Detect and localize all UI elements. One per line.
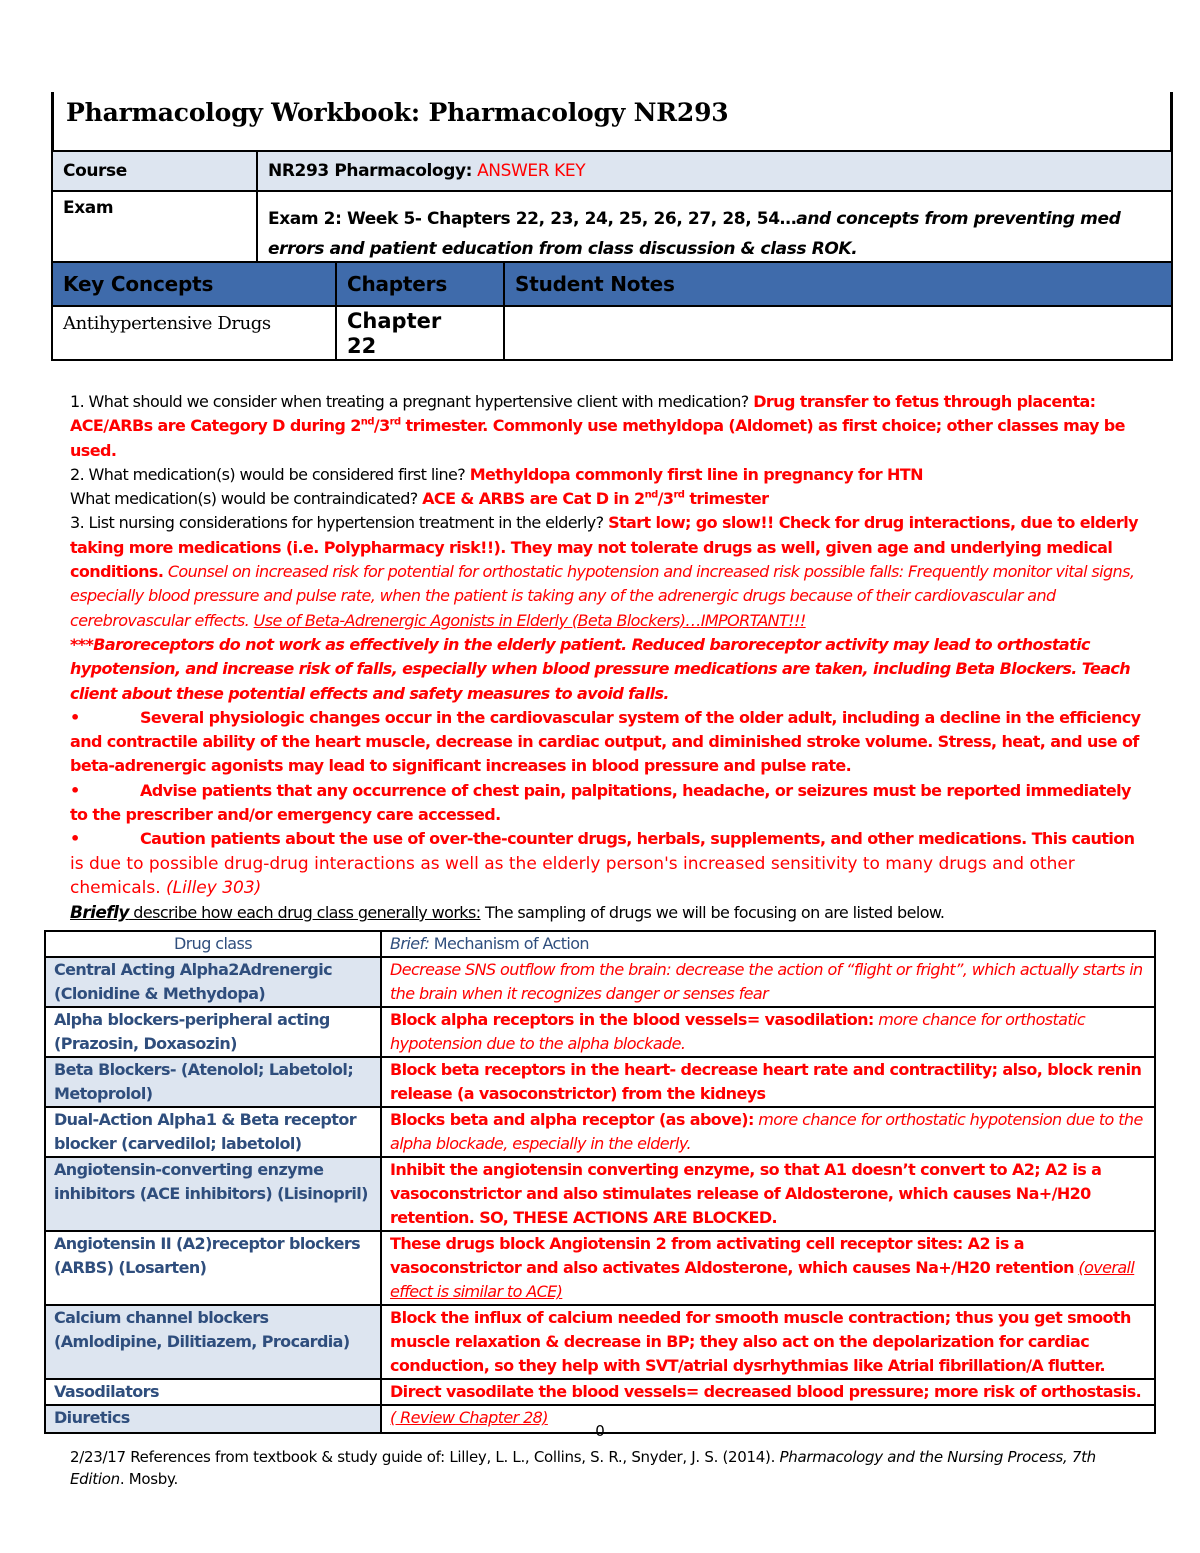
moa-underline: ( Review Chapter 28) xyxy=(390,1408,548,1427)
a2b-sup2: rd xyxy=(673,489,685,501)
course-row xyxy=(52,151,1172,191)
drug-row xyxy=(45,1157,1155,1231)
course-info-table xyxy=(51,150,1173,270)
drug-moa xyxy=(381,1107,1155,1157)
drug-moa xyxy=(381,1379,1155,1405)
exam-value-cell xyxy=(257,191,1172,269)
a2b-text xyxy=(422,489,768,508)
moa-underline: (overall effect is similar to ACE) xyxy=(390,1258,1135,1301)
moa-bold: Block beta receptors in the heart- decrease heart rate and contractility; also, block renin release (a vasoconstrictor) from the kidneys xyxy=(390,1060,1142,1103)
drug-class: Dual-Action Alpha1 & Beta receptor blocker (carvedilol; labetolol) xyxy=(45,1107,381,1157)
question-2 xyxy=(70,463,1150,487)
briefly-word: Briefly xyxy=(70,903,129,923)
moa-bold: Block the influx of calcium needed for smooth muscle contraction; thus you get smooth muscle relaxation & decrease in BP; they also act on the depolarization for cardiac conduction, so they help with SVT/atrial dysrhythmias like Atrial fibrillation/A flutter. xyxy=(390,1308,1131,1375)
drug-row xyxy=(45,1057,1155,1107)
drug-moa xyxy=(381,1231,1155,1305)
header-key-concepts: Key Concepts xyxy=(52,262,336,306)
a2b-sep: /3 xyxy=(657,489,674,509)
key-concepts-header xyxy=(52,262,1172,306)
title-box xyxy=(51,92,1173,150)
course-label: Course xyxy=(52,151,257,191)
drug-row xyxy=(45,1107,1155,1157)
drug-moa xyxy=(381,1057,1155,1107)
reference-text: 2/23/17 References from textbook & study guide of: Lilley, L. L., Collins, S. R., Snyder, J. S. (2014). xyxy=(70,1448,776,1466)
bullet-1-text: Several physiologic changes occur in the cardiovascular system of the older adult, including a decline in the efficiency and contractile ability of the heart muscle, decrease in cardiac output, and diminished stroke volume. Stress, heat, and use of beta-adrenergic agonists may lead to significant increases in blood pressure and pulse rate. xyxy=(70,707,1141,776)
footer-reference xyxy=(70,1446,1130,1490)
key-concepts-table xyxy=(51,261,1173,361)
a1-sup2: rd xyxy=(389,416,401,428)
drug-class: Calcium channel blockers (Amlodipine, Dilitiazem, Procardia) xyxy=(45,1305,381,1379)
drug-moa xyxy=(381,957,1155,1007)
drug-row xyxy=(45,1231,1155,1305)
bullet-1-marker: • xyxy=(70,707,80,727)
moa-bold: These drugs block Angiotensin 2 from activating cell receptor sites: A2 is a vasoconstrictor and also activates Aldosterone, which causes Na+/H20 retention xyxy=(390,1234,1074,1277)
drug-moa xyxy=(381,1157,1155,1231)
moa-bold: Inhibit the angiotensin converting enzyme, so that A1 doesn’t convert to A2; A2 is a vasoconstrictor and also stimulates release of Aldosterone, which causes Na+/H20 retention. SO, THESE ACTIONS ARE BLOCKED. xyxy=(390,1160,1102,1227)
bullet-1 xyxy=(70,706,1150,779)
briefly-underlined: describe how each drug class generally works: xyxy=(128,903,481,922)
student-notes-cell[interactable] xyxy=(504,306,1172,360)
bullet-3-marker: • xyxy=(70,829,80,849)
briefly-rest: The sampling of drugs we will be focusing on are listed below. xyxy=(480,903,945,922)
chapter-number: 22 xyxy=(347,334,377,358)
drug-class: Vasodilators xyxy=(45,1379,381,1405)
a1-part2: trimester. Commonly use methyldopa (Aldomet) as first choice; other classes may be used. xyxy=(70,416,1125,460)
chapter-cell xyxy=(336,306,504,360)
moa-italic: Decrease SNS outflow from the brain: decrease the action of “flight or fright”, which actually starts in the brain when it recognizes danger or senses fear xyxy=(390,960,1143,1003)
exam-label xyxy=(52,191,257,269)
reference-end: . Mosby. xyxy=(119,1470,178,1488)
a2b-part1: ACE & ARBS are Cat D in 2 xyxy=(422,489,645,509)
baroreceptor-note: ***Baroreceptors do not work as effectively in the elderly patient. Reduced baroreceptor activity may lead to orthostatic hypotension, and increase risk of falls, especially when blood pressure medications are taken, including Beta Blockers. Teach client about these potential effects and safety measures to avoid falls. xyxy=(70,634,1131,703)
exam-value-wrap xyxy=(268,192,1161,264)
drug-class: Alpha blockers-peripheral acting (Prazosin, Doxasozin) xyxy=(45,1007,381,1057)
moa-bold: Block alpha receptors in the blood vessels= vasodilation: xyxy=(390,1010,874,1029)
bullet-2-text: Advise patients that any occurrence of chest pain, palpitations, headache, or seizures must be reported immediately to the prescriber and/or emergency care accessed. xyxy=(70,780,1131,825)
q1-text: 1. What should we consider when treating a pregnant hypertensive client with medication? xyxy=(70,392,749,411)
drug-row xyxy=(45,1379,1155,1405)
exam-value-italic: and concepts from preventing med errors and patient education from class discussion & class ROK. xyxy=(268,209,1121,259)
chapter-label: Chapter xyxy=(347,309,442,333)
question-2b xyxy=(70,487,1150,511)
bullet-3-bold: Caution patients about the use of over-the-counter drugs, herbals, supplements, and other medications. This caution xyxy=(140,829,1135,849)
question-3 xyxy=(70,511,1150,632)
exam-value: Exam 2: Week 5- Chapters 22, 23, 24, 25, 26, 27, 28, 54… xyxy=(268,209,797,229)
header-moa-text: Mechanism of Action xyxy=(429,934,589,953)
answer-key: ANSWER KEY xyxy=(477,161,586,181)
page-number: 0 xyxy=(595,1422,605,1440)
drug-class: Diuretics xyxy=(45,1405,381,1433)
bullet-2-marker: • xyxy=(70,780,80,800)
drug-row xyxy=(45,1007,1155,1057)
a1-sep: /3 xyxy=(373,416,390,436)
a2b-sup1: nd xyxy=(644,489,658,501)
moa-bold: Direct vasodilate the blood vessels= decreased blood pressure; more risk of orthostasis. xyxy=(390,1382,1142,1401)
moa-bold: Blocks beta and alpha receptor (as above): xyxy=(390,1110,754,1129)
a3-italic: Counsel on increased risk for potential for orthostatic hypotension and increased risk possible falls: Frequently monitor vital signs, especially blood pressure and pulse rate, when the patient is taking any of the adrenergic drugs because of their cardiovascular and cerebrovascular effects. xyxy=(70,562,1135,630)
concept-cell xyxy=(52,306,336,360)
header-drug-class: Drug class xyxy=(45,931,381,957)
drug-moa xyxy=(381,1007,1155,1057)
exam-label-text: Exam xyxy=(63,198,114,218)
a1-sup1: nd xyxy=(360,416,374,428)
drug-row xyxy=(45,957,1155,1007)
key-concepts-row xyxy=(52,306,1172,360)
drug-class: Central Acting Alpha2Adrenergic (Clonidine & Methydopa) xyxy=(45,957,381,1007)
course-value-cell xyxy=(257,151,1172,191)
a2-text: Methyldopa commonly first line in pregnancy for HTN xyxy=(469,464,923,484)
exam-row xyxy=(52,191,1172,269)
drug-class-table xyxy=(44,930,1156,1434)
q2b-text: What medication(s) would be contraindicated? xyxy=(70,489,418,509)
page-title: Pharmacology Workbook: Pharmacology NR293 xyxy=(66,98,729,127)
drug-moa xyxy=(381,1305,1155,1379)
drug-table-header xyxy=(45,931,1155,957)
question-1 xyxy=(70,390,1150,463)
header-brief: Brief: xyxy=(390,934,430,953)
q2-text: 2. What medication(s) would be considered first line? xyxy=(70,464,466,484)
moa-italic: more chance for orthostatic hypotension due to the alpha blockade, especially in the elderly. xyxy=(390,1110,1143,1153)
bullet-3-cite: (Lilley 303) xyxy=(160,877,262,898)
a3-bold: Start low; go slow!! Check for drug interactions, due to elderly taking more medications (i.e. Polypharmacy risk!!). They may not tolerate drugs as well, given age and underlying medical conditions. xyxy=(70,513,1138,582)
reference-title: Pharmacology and the Nursing Process, 7th Edition xyxy=(70,1448,1096,1488)
bullet-2 xyxy=(70,779,1150,828)
header-moa xyxy=(381,931,1155,957)
drug-class: Angiotensin II (A2)receptor blockers (ARBS) (Losarten) xyxy=(45,1231,381,1305)
header-chapters: Chapters xyxy=(336,262,504,306)
bullet-3-rest: is due to possible drug-drug interactions as well as the elderly person's increased sensitivity to many drugs and other chemicals. xyxy=(70,853,1075,898)
drug-class: Angiotensin-converting enzyme inhibitors (ACE inhibitors) (Lisinopril) xyxy=(45,1157,381,1231)
drug-class: Beta Blockers- (Atenolol; Labetolol; Metoprolol) xyxy=(45,1057,381,1107)
a3-underline: Use of Beta-Adrenergic Agonists in Elderly (Beta Blockers)…IMPORTANT!!! xyxy=(253,610,806,630)
bullet-3 xyxy=(70,827,1150,900)
moa-italic: more chance for orthostatic hypotension due to the alpha blockade. xyxy=(390,1010,1086,1053)
a2b-part2: trimester xyxy=(684,489,769,509)
concept-text: Antihypertensive Drugs xyxy=(63,313,271,334)
q3-text: 3. List nursing considerations for hypertension treatment in the elderly? xyxy=(70,513,604,533)
qa-section xyxy=(70,390,1150,900)
briefly-instruction xyxy=(70,903,944,923)
drug-row xyxy=(45,1305,1155,1379)
header-student-notes: Student Notes xyxy=(504,262,1172,306)
course-value: NR293 Pharmacology: xyxy=(268,161,473,181)
a1-part1: Drug transfer to fetus through placenta: ACE/ARBs are Category D during 2 xyxy=(70,392,1096,436)
